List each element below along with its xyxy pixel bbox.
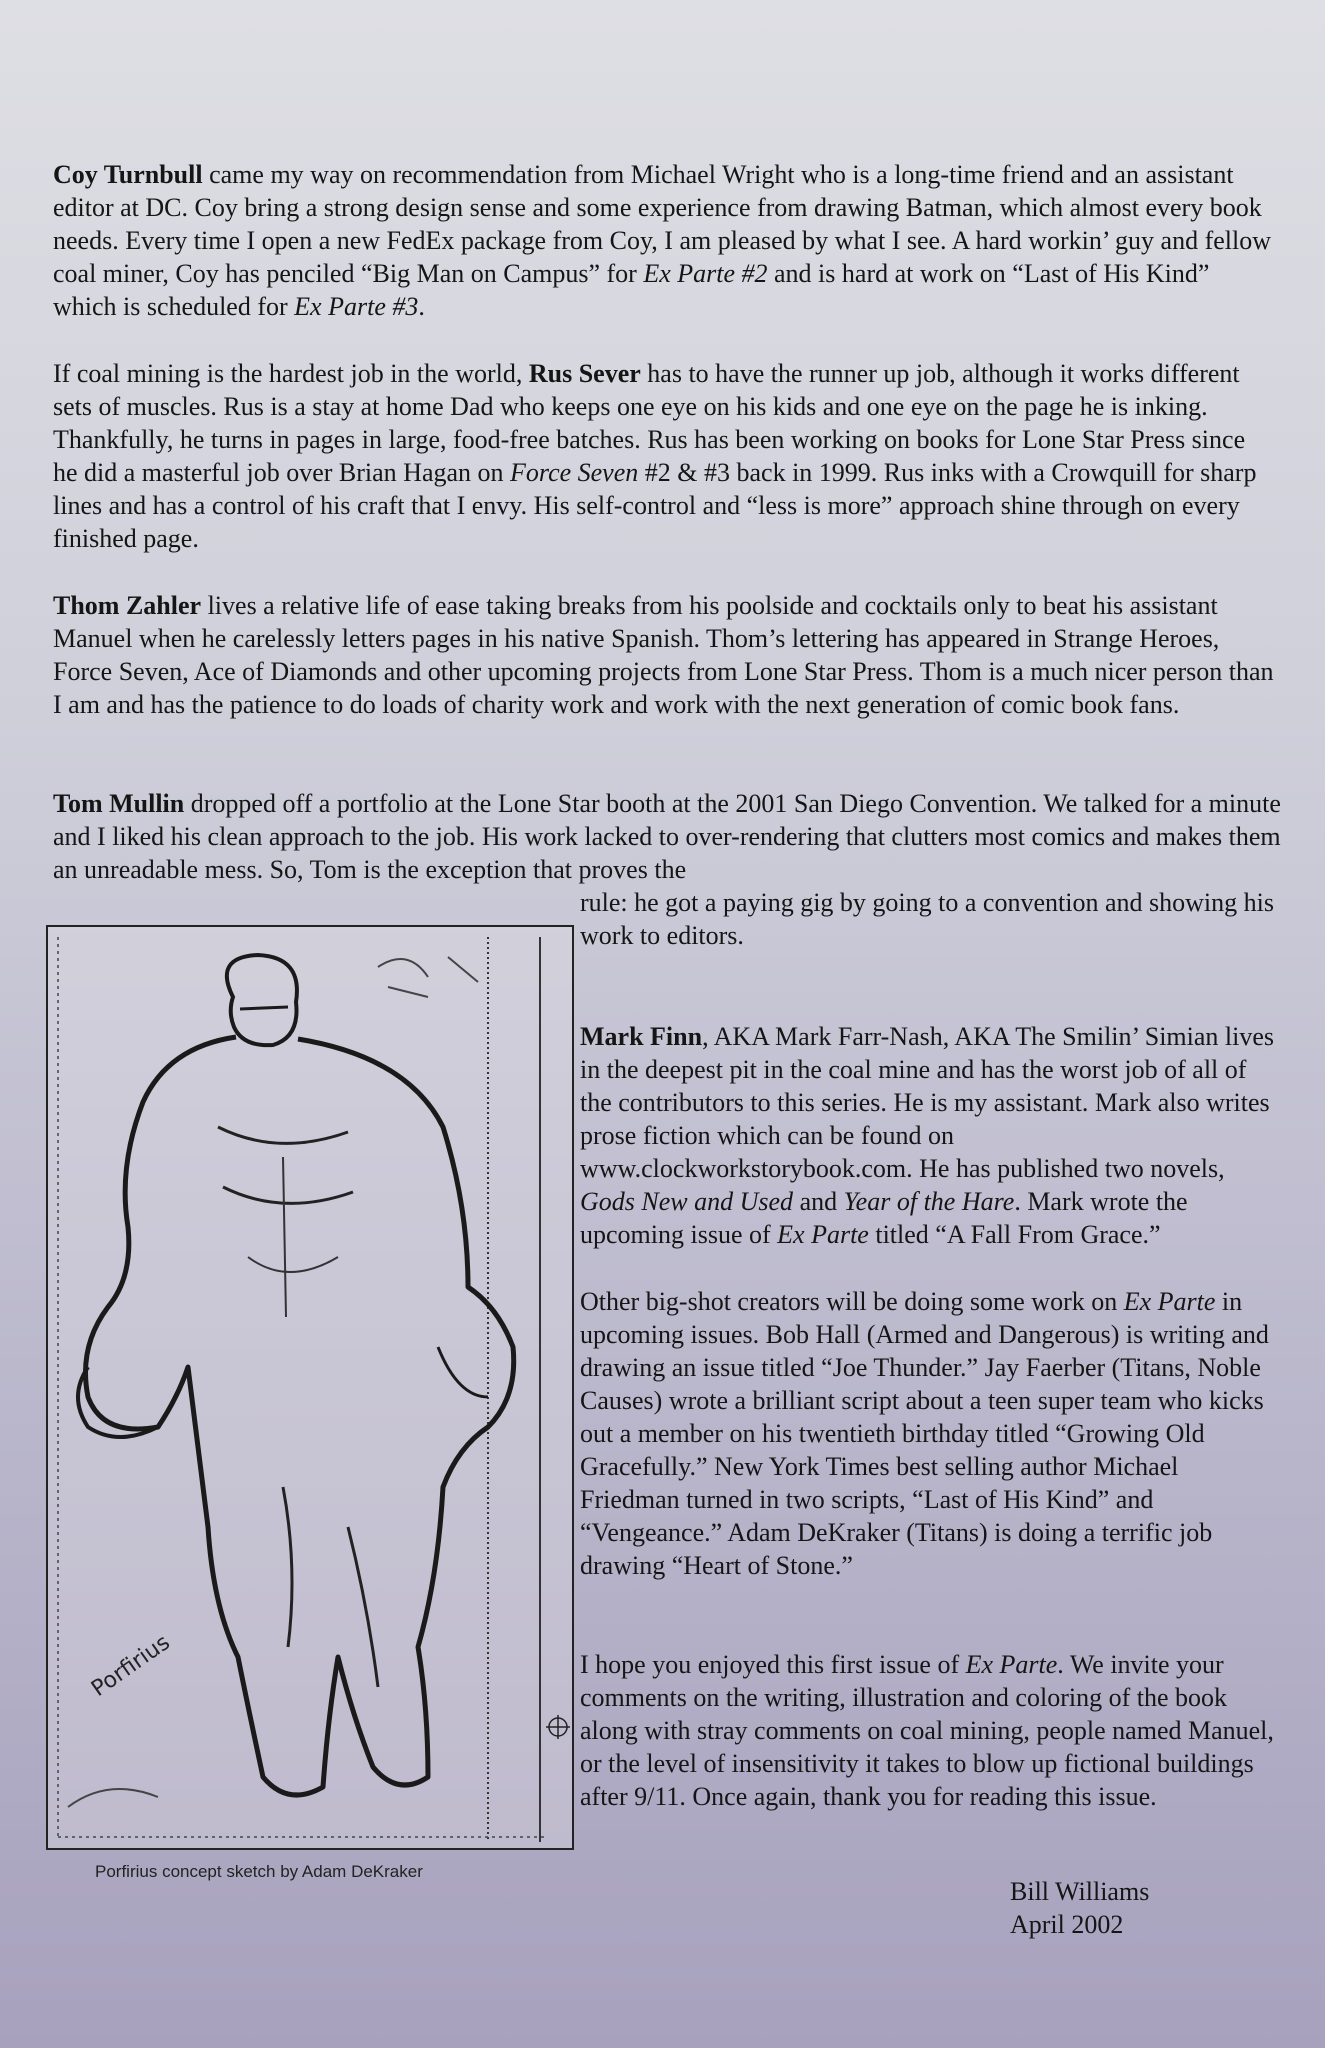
name-coy-turnbull: Coy Turnbull — [53, 160, 203, 189]
text-span: has to have the runner up job, although it works different sets of muscles. Rus is a stay at home Dad who keeps one eye on his kids and one eye on the page he is inking. Thankfully, he turns in pages in large, food-free batches. Rus has been working on books for Lone Star Press since he did a masterful job over Brian Hagan on — [53, 359, 1246, 487]
text-span: and is hard at work on “Last of His Kind” which is scheduled for — [53, 259, 1210, 321]
paragraph-rus-sever — [53, 357, 1275, 555]
author-name: Bill Williams — [1010, 1877, 1150, 1906]
text-span: and — [793, 1187, 844, 1216]
title-ex-parte: Ex Parte — [1123, 1287, 1216, 1316]
concept-sketch-image — [46, 925, 574, 1850]
text-span: lives a relative life of ease taking breaks from his poolside and cocktails only to beat his assistant Manuel when he carelessly letters pages in his native Spanish. Thom’s lettering has appeared in Strange Heroes, Force Seven, Ace of Diamonds and other upcoming projects from Lone Star Press. Thom is a much nicer person than I am and has the patience to do loads of charity work and work with the next generation of comic book fans. — [53, 591, 1274, 719]
signoff-date: April 2002 — [1010, 1910, 1124, 1939]
text-span: . We invite your comments on the writing, illustration and coloring of the book along with stray comments on coal mining, people named Manuel, or the level of insensitivity it takes to blow up fictional buildings after 9/11. Once again, thank you for reading this issue. — [580, 1650, 1274, 1811]
paragraph-other-creators — [580, 1285, 1280, 1582]
title-ex-parte: Ex Parte — [965, 1650, 1058, 1679]
text-span: in upcoming issues. Bob Hall (Armed and Dangerous) is writing and drawing an issue titled “Joe Thunder.” Jay Faerber (Titans, Noble Causes) wrote a brilliant script about a teen super team who kicks out a member on his twentieth birthday titled “Growing Old Gracefully.” New York Times best selling author Michael Friedman turned in two scripts, “Last of His Kind” and “Vengeance.” Adam DeKraker (Titans) is doing a terrific job drawing “Heart of Stone.” — [580, 1287, 1269, 1580]
title-gods-new-and-used: Gods New and Used — [580, 1187, 794, 1216]
title-ex-parte-3: Ex Parte #3 — [294, 292, 419, 321]
text-span: Other big-shot creators will be doing some work on — [580, 1287, 1124, 1316]
paragraph-tom-mullin — [53, 787, 1283, 886]
title-year-of-the-hare: Year of the Hare — [843, 1187, 1015, 1216]
paragraph-mark-finn — [580, 1020, 1280, 1251]
title-ex-parte: Ex Parte — [777, 1220, 869, 1249]
text-span: . — [418, 292, 425, 321]
text-span: I hope you enjoyed this first issue of — [580, 1650, 966, 1679]
sketch-signature: Porfirius — [87, 1630, 175, 1702]
text-span: . Mark wrote the upcoming issue of — [580, 1187, 1188, 1249]
text-span: If coal mining is the hardest job in the world, — [53, 359, 529, 388]
name-mark-finn: Mark Finn — [580, 1022, 703, 1051]
porfirius-sketch-drawing — [48, 927, 572, 1848]
text-span: dropped off a portfolio at the Lone Star booth at the 2001 San Diego Convention. We talked for a minute and I liked his clean approach to the job. His work lacked to over-rendering that clutters most comics and makes them an unreadable mess. So, Tom is the exception that proves the — [53, 789, 1281, 884]
name-tom-mullin: Tom Mullin — [53, 789, 185, 818]
paragraph-coy-turnbull — [53, 158, 1275, 323]
paragraph-closing — [580, 1648, 1280, 1813]
text-span: , AKA Mark Farr-Nash, AKA The Smilin’ Simian lives in the deepest pit in the coal mine and has the worst job of all of the contributors to this series. He is my assistant. Mark also writes prose fiction which can be found on www.clockworkstorybook.com. He has published two novels, — [580, 1022, 1275, 1183]
signoff — [1010, 1875, 1149, 1941]
paragraph-thom-zahler — [53, 589, 1275, 721]
paragraph-tom-mullin-continued: rule: he got a paying gig by going to a convention and showing his work to editors. — [580, 888, 1274, 950]
title-force-seven: Force Seven — [510, 458, 639, 487]
name-rus-sever: Rus Sever — [528, 359, 641, 388]
sketch-caption: Porfirius concept sketch by Adam DeKraker — [95, 1862, 423, 1881]
title-ex-parte-2: Ex Parte #2 — [643, 259, 768, 288]
text-span: came my way on recommendation from Michael Wright who is a long-time friend and an assistant editor at DC. Coy bring a strong design sense and some experience from drawing Batman, which almost every book needs. Every time I open a new FedEx package from Coy, I am pleased by what I see. A hard workin’ guy and fellow coal miner, Coy has penciled “Big Man on Campus” for — [53, 160, 1272, 288]
text-span: #2 & #3 back in 1999. Rus inks with a Crowquill for sharp lines and has a control of his craft that I envy. His self-control and “less is more” approach shine through on every finished page. — [53, 458, 1257, 553]
name-thom-zahler: Thom Zahler — [53, 591, 202, 620]
text-span: titled “A Fall From Grace.” — [868, 1220, 1161, 1249]
